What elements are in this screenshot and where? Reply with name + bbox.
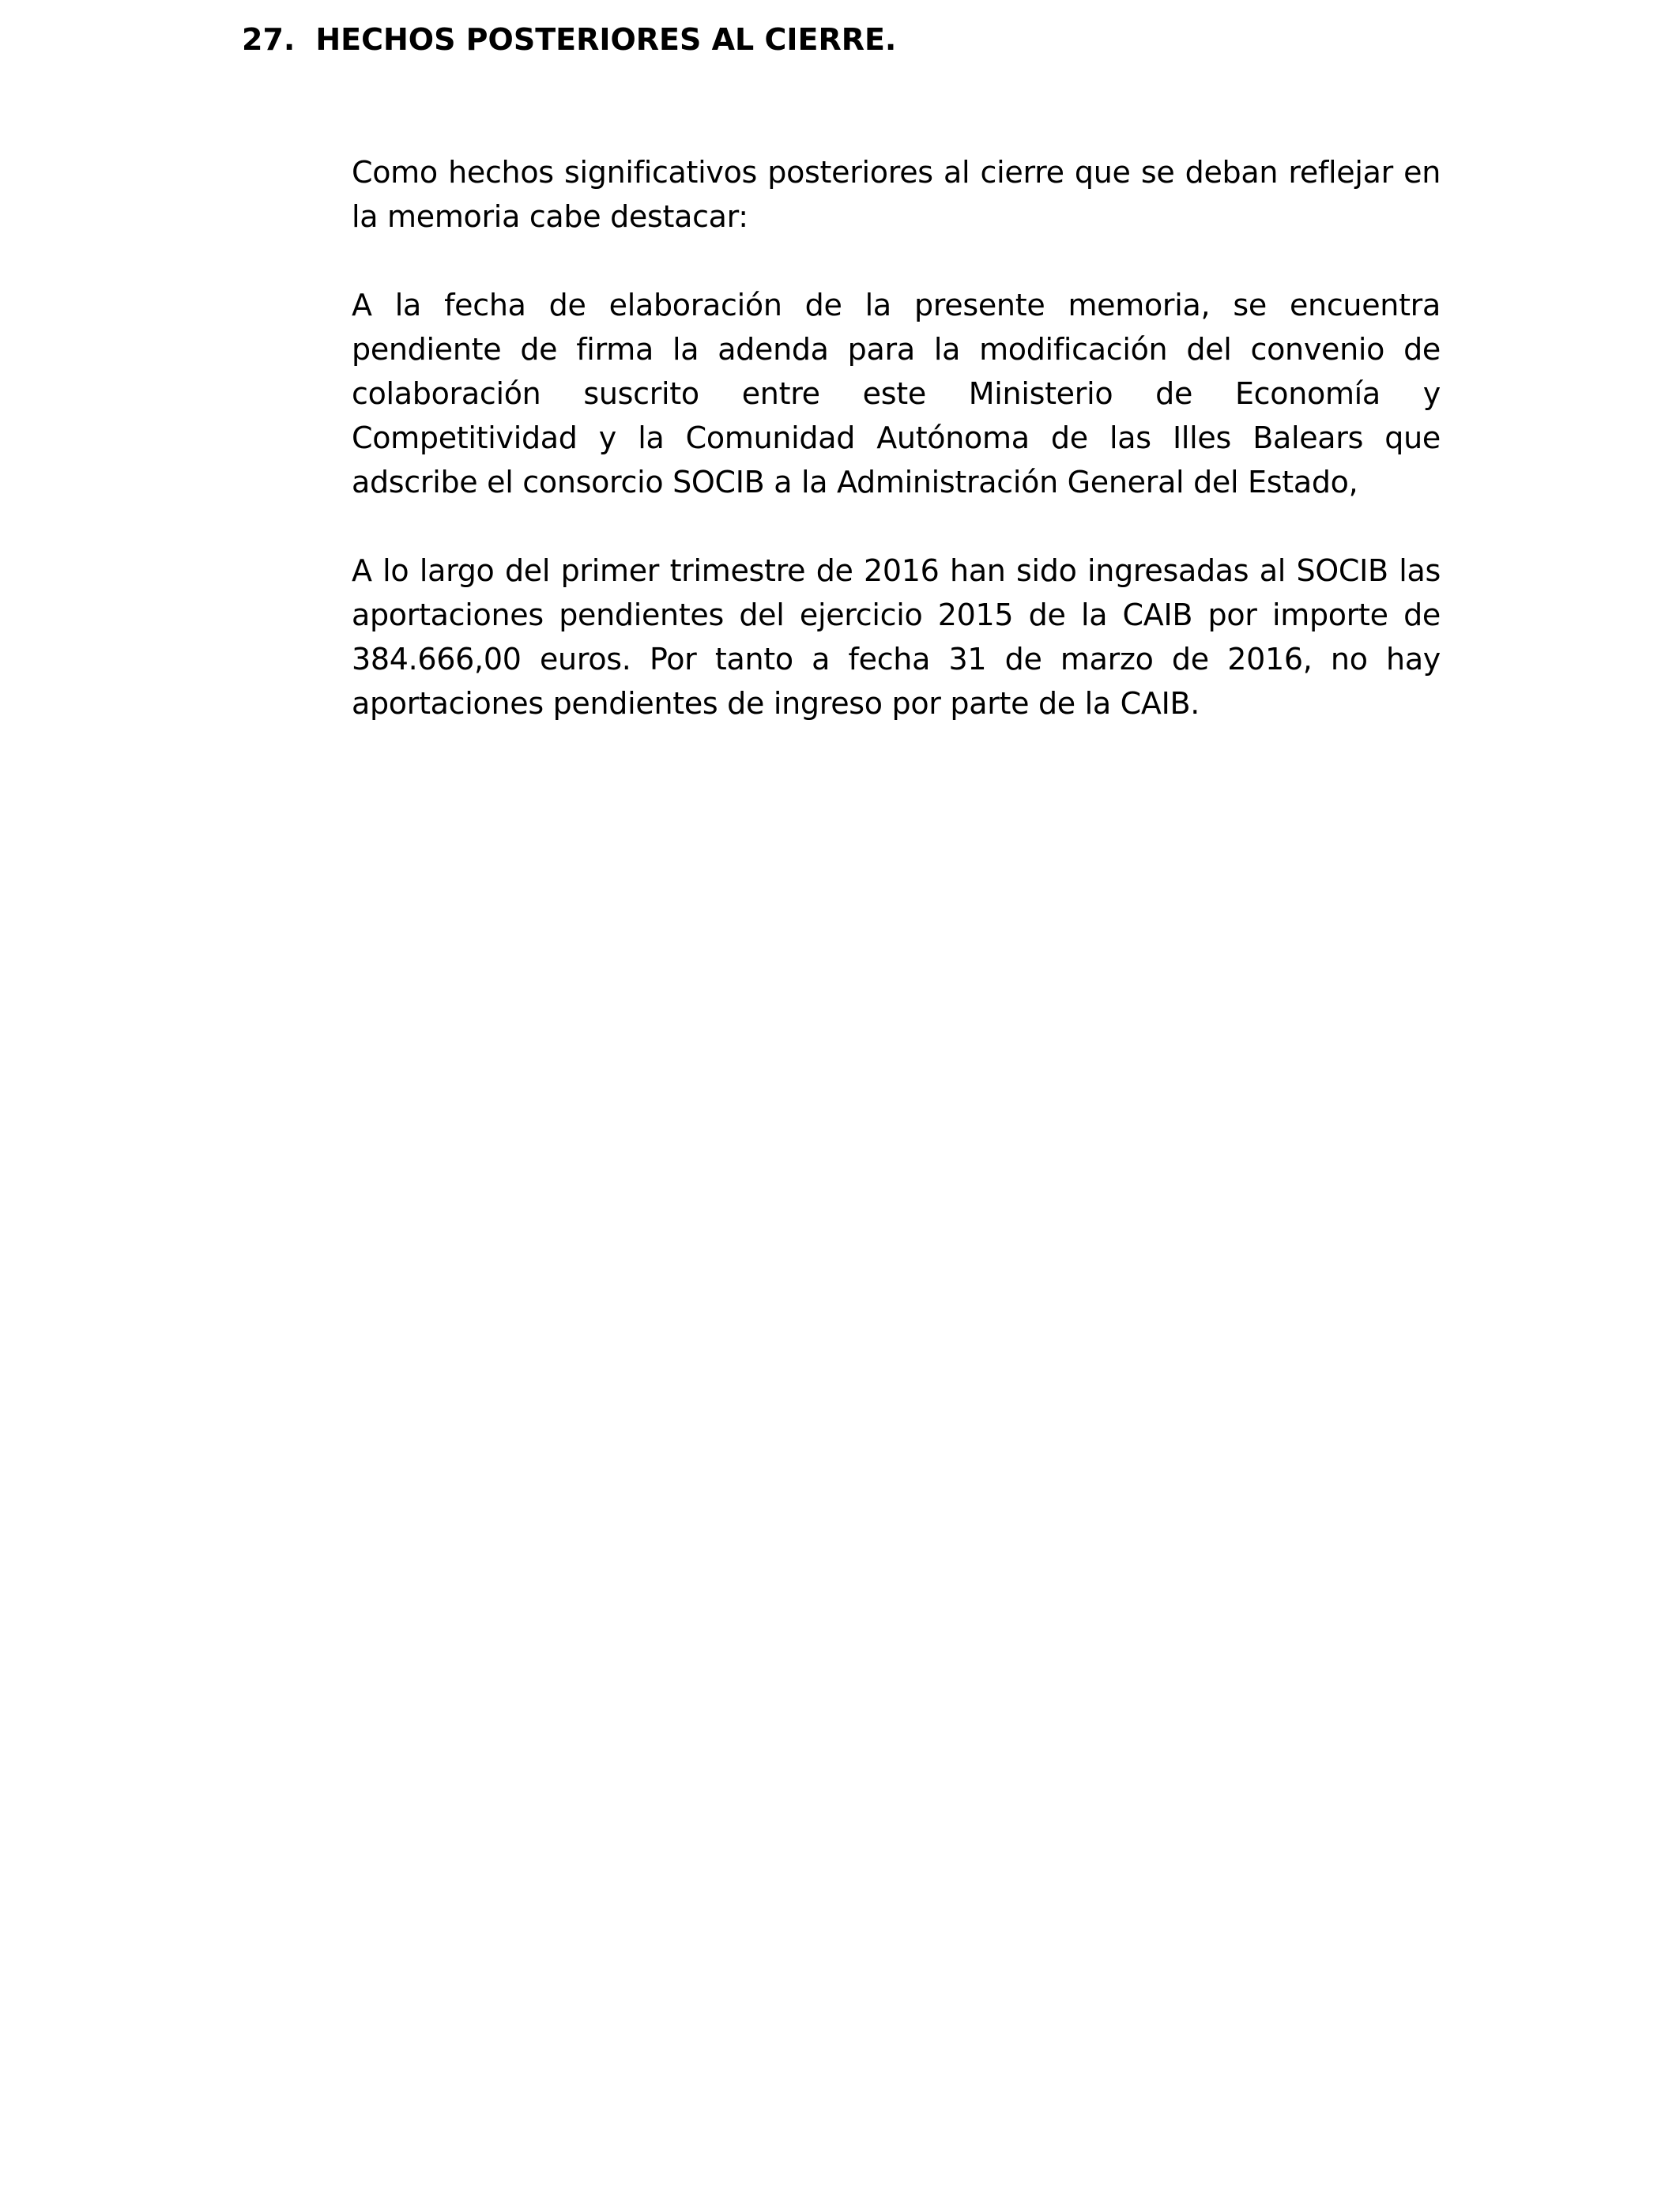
section-body [352,150,1441,770]
paragraph-intro: Como hechos significativos posteriores al cierre que se deban reflejar en la memoria cabe destacar: [352,155,1441,234]
section-title: HECHOS POSTERIORES AL CIERRE. [315,22,897,57]
paragraph-adenda: A la fecha de elaboración de la presente memoria, se encuentra pendiente de firma la adenda para la modificación del convenio de colaboración suscrito entre este Ministerio de Economía y Competitividad y la Comunidad Autónoma de las Illes Balears que adscribe el consorcio SOCIB a la Administración General del Estado, [352,288,1441,499]
section-heading [242,17,896,62]
section-number: 27. [242,22,296,57]
paragraph-aportaciones: A lo largo del primer trimestre de 2016 han sido ingresadas al SOCIB las aportaciones pendientes del ejercicio 2015 de la CAIB por importe de 384.666,00 euros. Por tanto a fecha 31 de marzo de 2016, no hay aportaciones pendientes de ingreso por parte de la CAIB. [352,553,1441,721]
